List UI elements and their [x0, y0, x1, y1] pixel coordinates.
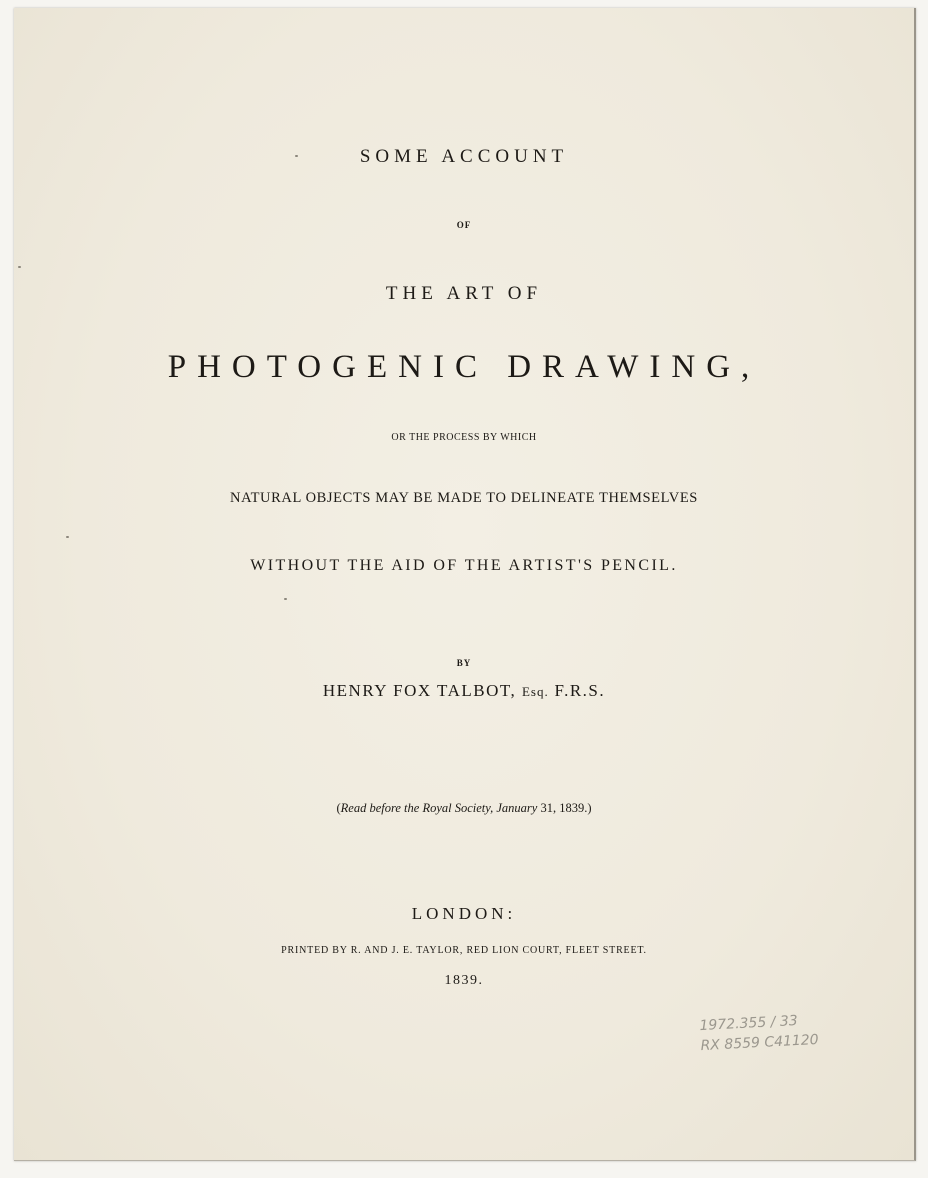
author-frs: F.R.S. — [554, 681, 606, 700]
catalog-line-1: 1972.355 / 33 — [698, 1012, 798, 1035]
subtitle-line-1: NATURAL OBJECTS MAY BE MADE TO DELINEATE THEMSELVES — [230, 490, 698, 506]
title-line-of: OF — [456, 220, 472, 230]
author-line — [14, 681, 914, 701]
author-esq: Esq. — [521, 684, 549, 699]
catalog-line-2: RX 8559 C41120 — [700, 1031, 819, 1055]
by-label: BY — [456, 658, 472, 668]
imprint-city: LONDON: — [411, 904, 517, 923]
paper-speck — [66, 536, 69, 538]
paper-speck — [295, 155, 298, 157]
author-name: HENRY FOX TALBOT, — [322, 681, 517, 700]
read-note-date: 31, 1839.) — [540, 801, 592, 815]
imprint-printer: PRINTED BY R. AND J. E. TAYLOR, RED LION COURT, FLEET STREET. — [281, 945, 647, 956]
catalog-number-annotation — [699, 1010, 819, 1056]
paper-speck — [284, 598, 287, 600]
subtitle-line-2: WITHOUT THE AID OF THE ARTIST'S PENCIL. — [250, 557, 678, 574]
paper-speck — [18, 266, 21, 268]
read-note-italic: Read before the Royal Society, January — [340, 801, 538, 815]
subtitle-intro: OR THE PROCESS BY WHICH — [391, 432, 537, 443]
main-title: PHOTOGENIC DRAWING, — [167, 349, 761, 385]
title-line-the-art-of: THE ART OF — [385, 283, 543, 304]
imprint-year: 1839. — [444, 973, 484, 988]
read-note — [14, 801, 914, 816]
title-page — [14, 8, 916, 1161]
title-line-some-account: SOME ACCOUNT — [359, 146, 569, 167]
read-note-open: ( — [336, 801, 341, 815]
